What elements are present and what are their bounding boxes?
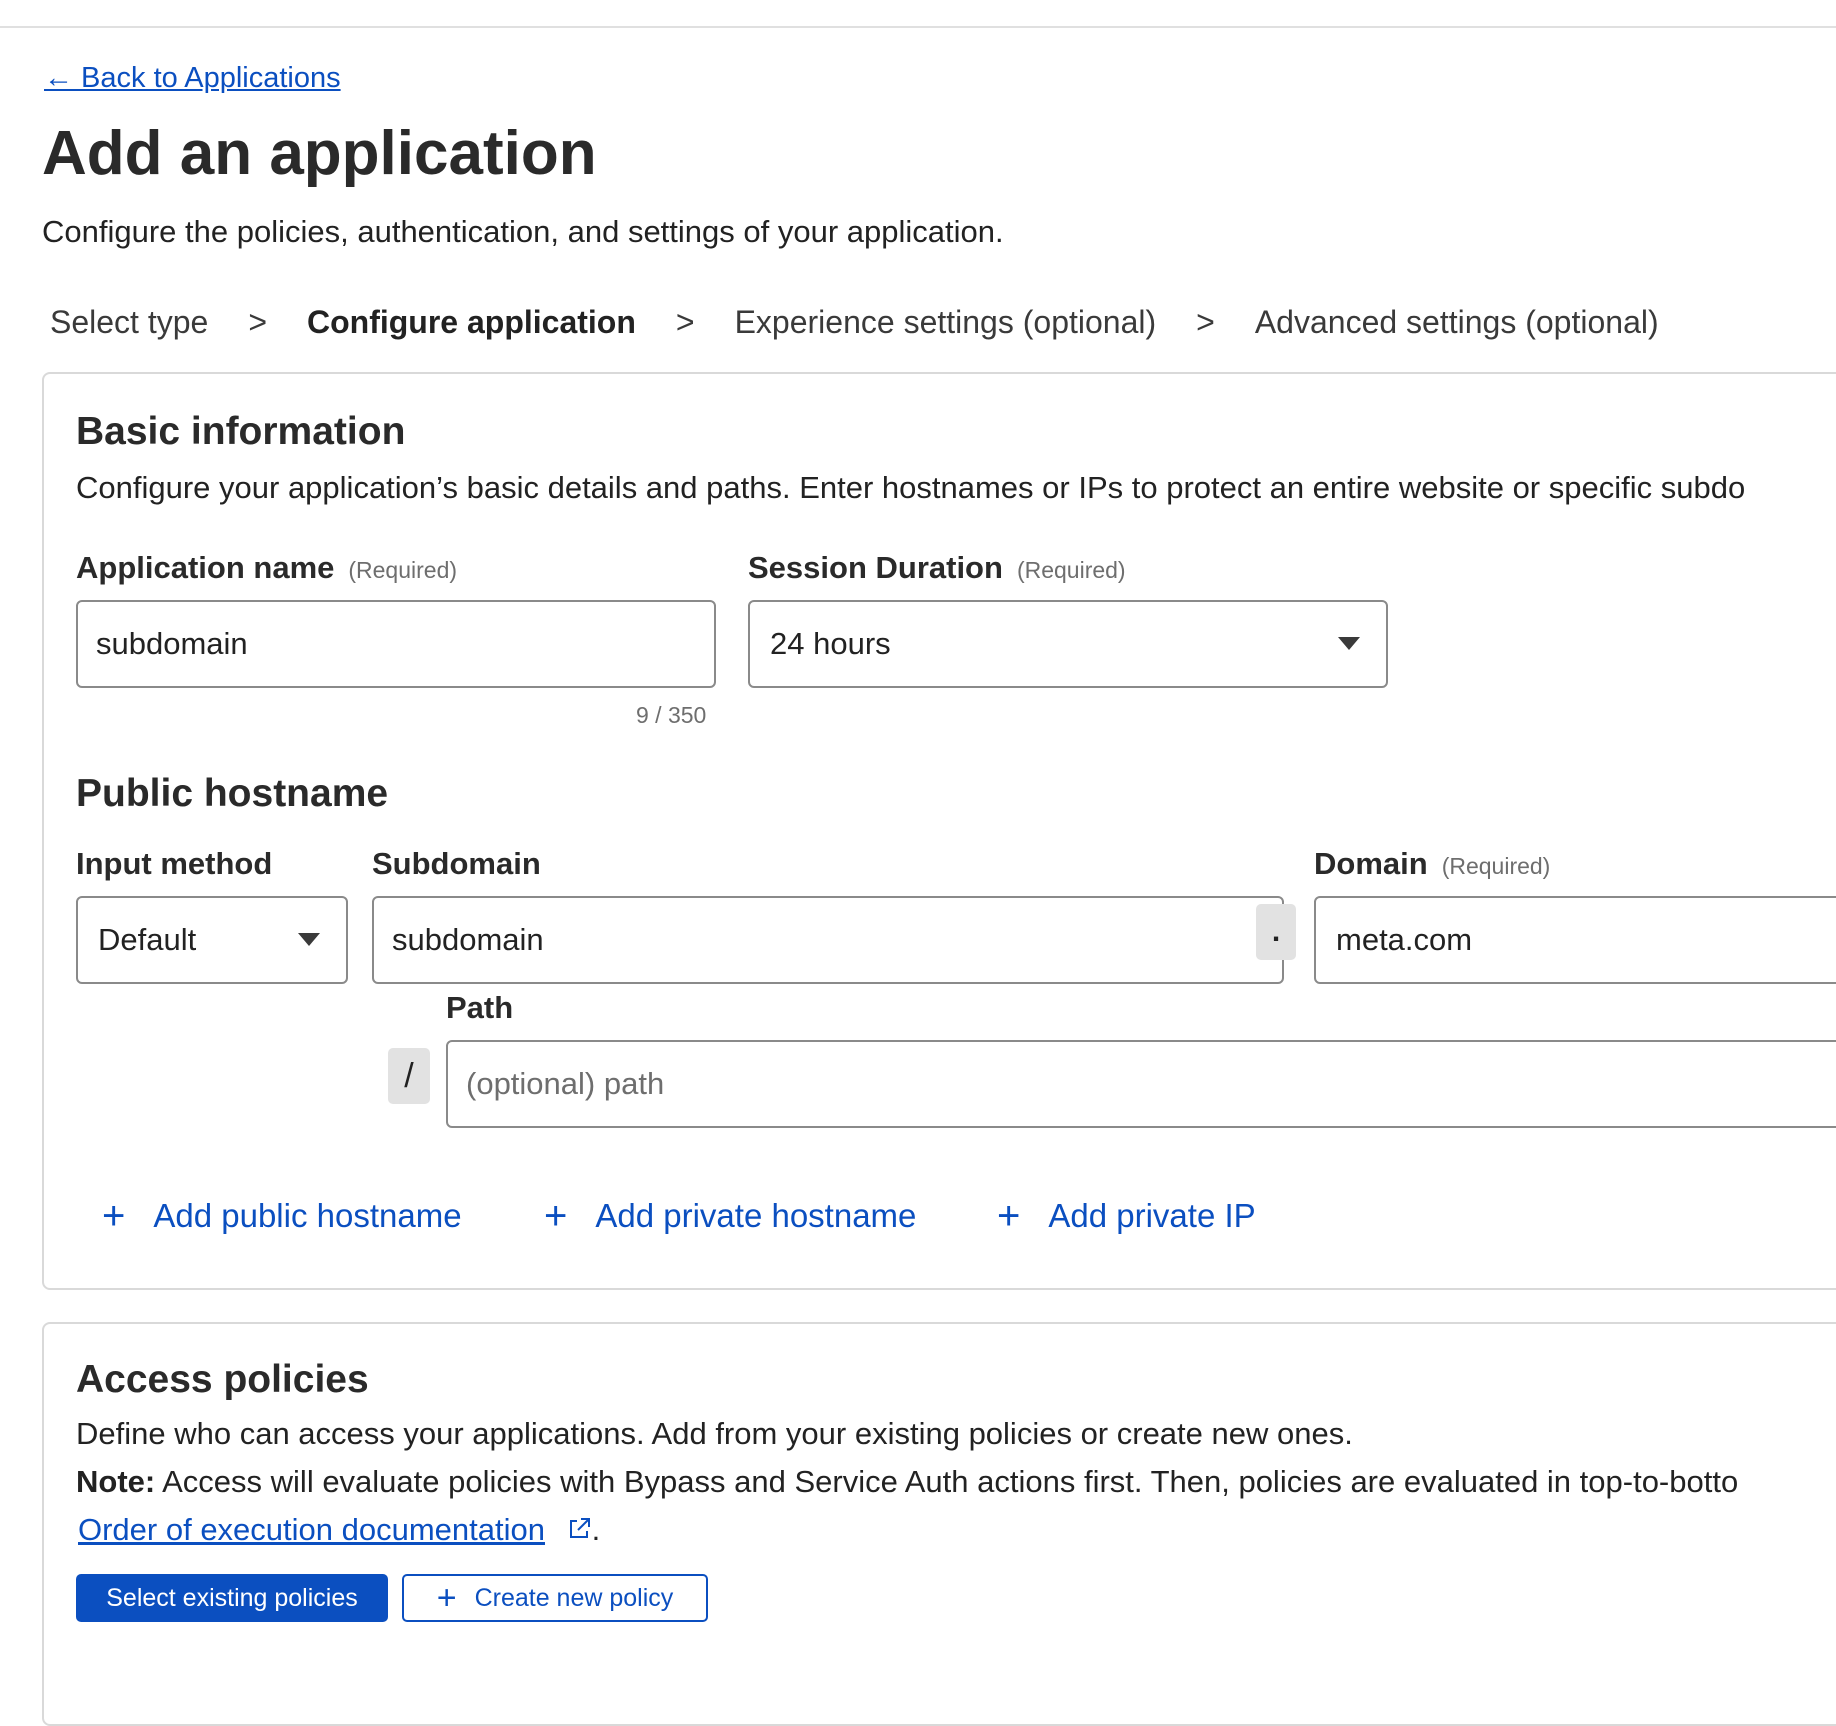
basic-information-title: Basic information [76, 410, 406, 453]
documentation-line [78, 1512, 600, 1550]
order-of-execution-doc-link[interactable]: Order of execution documentation [78, 1512, 545, 1547]
required-marker: (Required) [1441, 853, 1551, 879]
plus-icon: + [436, 1579, 457, 1617]
subdomain-label: Subdomain [372, 846, 541, 881]
step-separator: > [248, 304, 267, 340]
step-experience-settings[interactable]: Experience settings (optional) [734, 304, 1157, 340]
basic-information-description: Configure your application’s basic details and paths. Enter hostnames or IPs to protect an entire website or specific subdo [76, 470, 1746, 505]
subdomain-input[interactable] [372, 896, 1284, 984]
add-private-ip-label: Add private IP [1048, 1197, 1256, 1234]
access-policies-card [42, 1322, 1836, 1726]
input-method-select[interactable] [76, 896, 348, 984]
input-method-label: Input method [76, 846, 273, 881]
domain-value: meta.com [1336, 922, 1473, 957]
top-divider [0, 0, 1836, 28]
character-counter: 9 / 350 [636, 702, 707, 728]
access-policies-description: Define who can access your applications. Add from your existing policies or create new ones. [76, 1416, 1353, 1451]
doc-link-suffix: . [591, 1512, 601, 1547]
domain-label-text: Domain [1314, 846, 1428, 881]
public-hostname-title: Public hostname [76, 772, 389, 815]
chevron-down-icon [1338, 637, 1360, 650]
session-duration-select[interactable] [748, 600, 1388, 688]
add-public-hostname-button[interactable] [102, 1196, 462, 1236]
basic-information-card [42, 372, 1836, 1290]
step-configure-application[interactable]: Configure application [307, 304, 636, 340]
wizard-steps [50, 304, 1659, 341]
external-link-icon [566, 1514, 592, 1550]
plus-icon: + [997, 1194, 1021, 1238]
create-new-policy-button[interactable] [402, 1574, 708, 1622]
subdomain-value: subdomain [392, 922, 544, 957]
session-duration-label [748, 550, 1126, 586]
note-text: Access will evaluate policies with Bypass and Service Auth actions first. Then, policies are evaluated in top-to-botto [155, 1464, 1739, 1499]
required-marker: (Required) [1016, 557, 1126, 583]
path-input[interactable] [446, 1040, 1836, 1128]
step-separator: > [675, 304, 695, 340]
session-duration-value: 24 hours [770, 626, 891, 661]
chevron-down-icon [298, 933, 320, 946]
page-subtitle: Configure the policies, authentication, and settings of your application. [42, 214, 1004, 249]
dot-separator: . [1256, 904, 1296, 960]
step-select-type[interactable]: Select type [50, 304, 209, 340]
access-policies-note [76, 1464, 1738, 1500]
note-label: Note: [76, 1464, 156, 1499]
add-private-hostname-label: Add private hostname [595, 1197, 917, 1234]
create-new-policy-label: Create new policy [474, 1583, 674, 1612]
add-private-ip-button[interactable] [997, 1196, 1256, 1236]
input-method-value: Default [98, 922, 197, 957]
application-name-input[interactable] [76, 600, 716, 688]
application-name-label-text: Application name [76, 550, 335, 585]
path-placeholder: (optional) path [466, 1066, 665, 1101]
access-policies-title: Access policies [76, 1358, 369, 1401]
back-to-applications-link[interactable]: ← Back to Applications [44, 62, 341, 94]
domain-label [1314, 846, 1550, 882]
page-title: Add an application [42, 119, 597, 188]
path-slash-prefix: / [388, 1048, 430, 1104]
domain-input[interactable] [1314, 896, 1836, 984]
required-marker: (Required) [348, 557, 458, 583]
add-private-hostname-button[interactable] [544, 1196, 916, 1236]
application-name-label [76, 550, 457, 586]
plus-icon: + [544, 1194, 568, 1238]
step-advanced-settings[interactable]: Advanced settings (optional) [1254, 304, 1659, 340]
session-duration-label-text: Session Duration [748, 550, 1003, 585]
select-existing-policies-button[interactable]: Select existing policies [76, 1574, 388, 1622]
plus-icon: + [102, 1194, 126, 1238]
add-public-hostname-label: Add public hostname [153, 1197, 462, 1234]
application-name-value: subdomain [96, 626, 248, 661]
step-separator: > [1196, 304, 1215, 340]
path-label: Path [446, 990, 514, 1025]
